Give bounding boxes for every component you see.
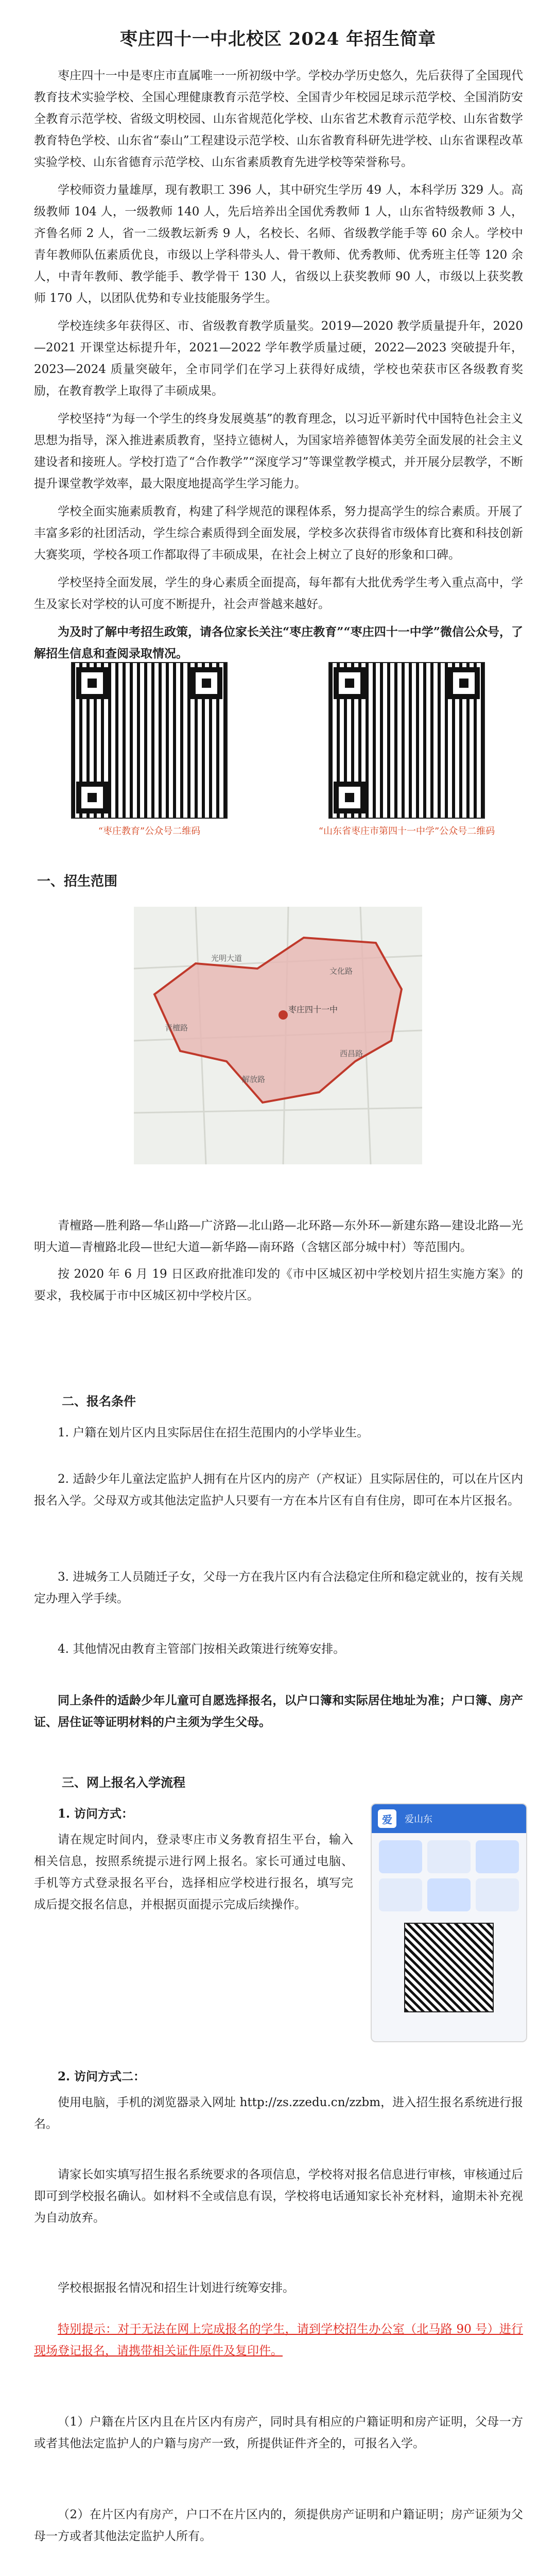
app-tile[interactable] — [476, 1840, 519, 1873]
wechat-notice: 为及时了解中考招生政策，请各位家长关注“枣庄教育”“枣庄四十一中学”微信公众号，了解招生信息和查阅录取情况。 — [34, 625, 523, 660]
process-step-title: 2. 访问方式二： — [58, 2070, 146, 2083]
process-step-title: 1. 访问方式： — [58, 1807, 134, 1821]
intro-paragraph: 学校坚持“为每一个学生的终身发展奠基”的教育理念，以习近平新时代中国特色社会主义思想为指导，深入推进素质教育，坚持立德树人，为国家培养德智体美劳全面发展的社会主义建设者和接班人。学校打造了“合作教学”“深度学习”等课堂教学模式，并开展分层教学，不断提升课堂教学效率，最大限度地提高学生学习能力。 — [34, 412, 523, 490]
condition-footnote: 同上条件的适龄少年儿童可自愿选择报名，以户口簿和实际居住地址为准；户口簿、房产证、居住证等证明材料的户主须为学生父母。 — [34, 1693, 523, 1729]
section-heading-process: 三、网上报名入学流程 — [62, 1775, 185, 1790]
condition-item: 1. 户籍在划片区内且实际居住在招生范围内的小学毕业生。 — [58, 1426, 369, 1439]
app-header — [372, 1804, 526, 1833]
intro-paragraph: 学校师资力量雄厚，现有教职工 396 人，其中研究生学历 49 人，本科学历 329 人。高级教师 104 人，一级教师 140 人，先后培养出全国优秀教师 1 人，山东省特级教师 3 人，齐鲁名师 2 人，省一二级教坛新秀 9 人，名校长、名师、省级教学能手等 60 余人。学校中青年教师队伍素质优良，市级以上学科带头人、骨干教师、优秀教师、优秀班主任等 120 余人，中青年教师、教学能手、教学骨干 130 人，省级以上获奖教师 90 人，市级以上获奖教师 170 人，以团队优势和专业技能服务学生。 — [34, 183, 523, 305]
intro-paragraph: 学校连续多年获得区、市、省级教育教学质量奖。2019—2020 教学质量提升年，2020—2021 开课堂达标提升年，2021—2022 学年教学质量过硬，2022—2023 突破提升年，2023—2024 质量突破年，全市同学们在学习上获得好成绩，学校也荣获市区各级教育奖励，在教育教学上取得了丰硕成果。 — [34, 319, 523, 398]
map-label: 青檀路 — [165, 1023, 188, 1032]
intro-paragraph: 学校坚持全面发展，学生的身心素质全面提高，每年都有大批优秀学生考入重点高中，学生及家长对学校的认可度不断提升，社会声誉越来越好。 — [34, 576, 523, 611]
process-step: 请家长如实填写招生报名系统要求的各项信息，学校将对报名信息进行审核，审核通过后即可到学校报名确认。如材料不全或信息有误，学校将电话通知家长补充材料，逾期未补充视为自动放弃。 — [34, 2168, 523, 2225]
mobile-app-screenshot — [371, 1803, 527, 2042]
qr-caption: “枣庄教育”公众号二维码 — [98, 826, 201, 837]
intro-paragraph: 学校全面实施素质教育，构建了科学规范的课程体系，努力提高学生的综合素质。开展了丰富多彩的社团活动，学生综合素质得到全面发展，学校多次获得省市级体育比赛和科技创新大赛奖项，学校各项工作都取得了丰硕成果，在社会上树立了良好的形象和口碑。 — [34, 505, 523, 562]
app-tile[interactable] — [379, 1840, 422, 1873]
intro-section — [34, 65, 523, 671]
condition-item: 4. 其他情况由教育主管部门按相关政策进行统筹安排。 — [58, 1642, 345, 1656]
map-label: 解放路 — [242, 1075, 266, 1084]
section-heading-conditions: 二、报名条件 — [62, 1394, 136, 1409]
qr-card-zaozhuang-education — [57, 662, 242, 837]
app-tile[interactable] — [427, 1840, 471, 1873]
map-label: 西昌路 — [340, 1049, 363, 1058]
qr-code-icon[interactable] — [71, 662, 228, 819]
scope-boundary: 青檀路—胜利路—华山路—广济路—北山路—北环路—东外环—新建东路—建设北路—光明大道—青檀路北段—世纪大道—新华路—南环路（含辖区部分城中村）等范围内。 — [34, 1219, 523, 1254]
app-tile[interactable] — [476, 1878, 519, 1911]
special-notice: 特别提示：对于无法在网上完成报名的学生，请到学校招生办公室（北马路 90 号）进行现场登记报名，请携带相关证件原件及复印件。 — [34, 2323, 523, 2358]
process-step: （2）在片区内有房产，户口不在片区内的，须提供房产证明和户籍证明；房产证须为父母一方或者其他法定监护人所有。 — [34, 2508, 523, 2543]
scope-text — [34, 1215, 523, 1312]
intro-paragraph: 枣庄四十一中是枣庄市直属唯一一所初级中学。学校办学历史悠久，先后获得了全国现代教育技术实验学校、全国心理健康教育示范学校、全国青少年校园足球示范学校、全国消防安全教育示范学校、省级文明校园、山东省规范化学校、山东省艺术教育示范学校、山东省数学教育特色学校、山东省“泰山”工程建设示范学校、山东省教育科研先进学校、山东省课程改革实验学校、山东省德育示范学校、山东省素质教育先进学校等荣誉称号。 — [34, 69, 523, 169]
scope-note: 按 2020 年 6 月 19 日区政府批准印发的《市中区城区初中学校划片招生实施方案》的要求，我校属于市中区城区初中学校片区。 — [34, 1267, 523, 1302]
app-logo-icon: 爱 — [378, 1809, 396, 1828]
condition-item: 3. 进城务工人员随迁子女，父母一方在我片区内有合法稳定住所和稳定就业的，按有关规定办理入学手续。 — [34, 1570, 523, 1605]
enrollment-zone-map — [134, 907, 422, 1164]
qr-code-row — [0, 662, 556, 837]
map-label: 光明大道 — [211, 954, 242, 963]
process-step: 使用电脑，手机的浏览器录入网址 http://zs.zzedu.cn/zzbm，进入招生报名系统进行报名。 — [34, 2096, 523, 2131]
condition-item: 2. 适龄少年儿童法定监护人拥有在片区内的房产（产权证）且实际居住的，可以在片区内报名入学。父母双方或其他法定监护人只要有一方在本片区有自有住房，即可在本片区报名。 — [34, 1472, 523, 1507]
qr-card-school — [314, 662, 499, 837]
qr-caption: “山东省枣庄市第四十一中学”公众号二维码 — [318, 826, 495, 837]
qr-code-icon[interactable] — [404, 1923, 494, 2012]
school-marker-icon — [279, 1010, 288, 1020]
app-tile[interactable] — [427, 1878, 471, 1911]
app-tile-grid — [372, 1833, 526, 1919]
map-label: 文化路 — [329, 967, 353, 976]
section-heading-scope: 一、招生范围 — [37, 874, 118, 889]
map-label: 枣庄四十一中 — [288, 1005, 338, 1014]
process-step: 学校根据报名情况和招生计划进行统筹安排。 — [58, 2281, 294, 2295]
app-title: 爱山东 — [405, 1814, 432, 1825]
qr-code-icon[interactable] — [328, 662, 485, 819]
app-tile[interactable] — [379, 1878, 422, 1911]
process-step: （1）户籍在片区内且在片区内有房产，同时具有相应的户籍证明和房产证明，父母一方或者其他法定监护人的户籍与房产一致，所提供证件齐全的，可报名入学。 — [34, 2415, 523, 2450]
process-step: 请在规定时间内，登录枣庄市义务教育招生平台，输入相关信息，按照系统提示进行网上报名。家长可通过电脑、手机等方式登录报名平台，选择相应学校进行报名，填写完成后提交报名信息，并根据页面提示完成后续操作。 — [34, 1833, 353, 1911]
page-title: 枣庄四十一中北校区 2024 年招生简章 — [119, 29, 437, 49]
